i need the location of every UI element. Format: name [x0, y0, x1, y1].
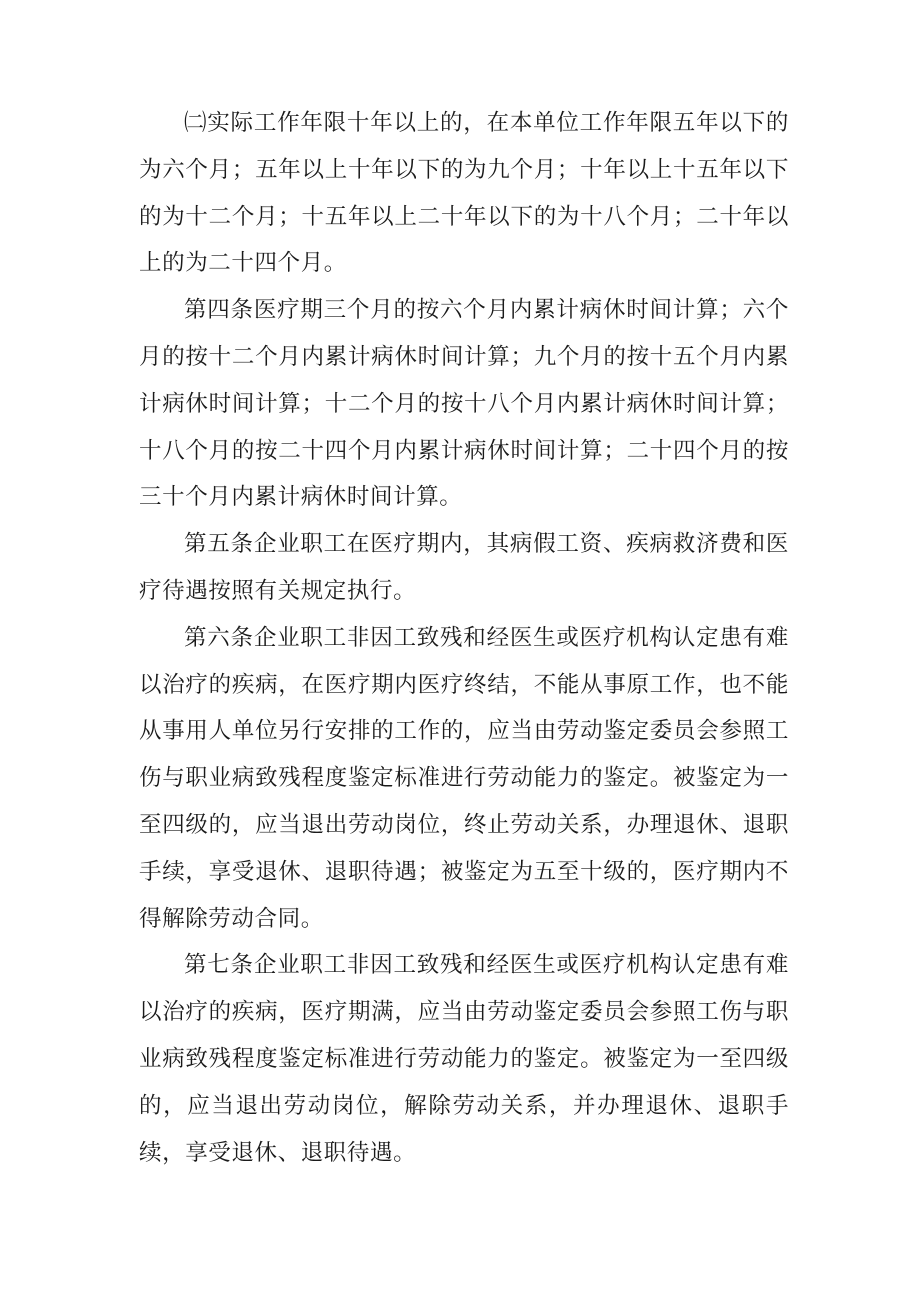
paragraph-item-2-clause: ㈡实际工作年限十年以上的，在本单位工作年限五年以下的为六个月；五年以上十年以下的为九个月；十年以上十五年以下的为十二个月；十五年以上二十年以下的为十八个月；二十年以上的为二十四个月。 [139, 110, 789, 277]
paragraph-article-5: 第五条企业职工在医疗期内，其病假工资、疾病救济费和医疗待遇按照有关规定执行。 [139, 531, 789, 604]
paragraph-article-7: 第七条企业职工非因工致残和经医生或医疗机构认定患有难以治疗的疾病，医疗期满，应当由劳动鉴定委员会参照工伤与职业病致残程度鉴定标准进行劳动能力的鉴定。被鉴定为一至四级的，应当退出劳动岗位，解除劳动关系，并办理退休、退职手续，享受退休、退职待遇。 [139, 952, 789, 1166]
document-body [139, 100, 789, 1176]
paragraph-article-6: 第六条企业职工非因工致残和经医生或医疗机构认定患有难以治疗的疾病，在医疗期内医疗终结，不能从事原工作，也不能从事用人单位另行安排的工作的，应当由劳动鉴定委员会参照工伤与职业病致残程度鉴定标准进行劳动能力的鉴定。被鉴定为一至四级的，应当退出劳动岗位，终止劳动关系，办理退休、退职手续，享受退休、退职待遇；被鉴定为五至十级的，医疗期内不得解除劳动合同。 [139, 624, 789, 932]
paragraph-article-4: 第四条医疗期三个月的按六个月内累计病休时间计算；六个月的按十二个月内累计病休时间计算；九个月的按十五个月内累计病休时间计算；十二个月的按十八个月内累计病休时间计算；十八个月的按二十四个月内累计病休时间计算；二十四个月的按三十个月内累计病休时间计算。 [139, 297, 789, 511]
